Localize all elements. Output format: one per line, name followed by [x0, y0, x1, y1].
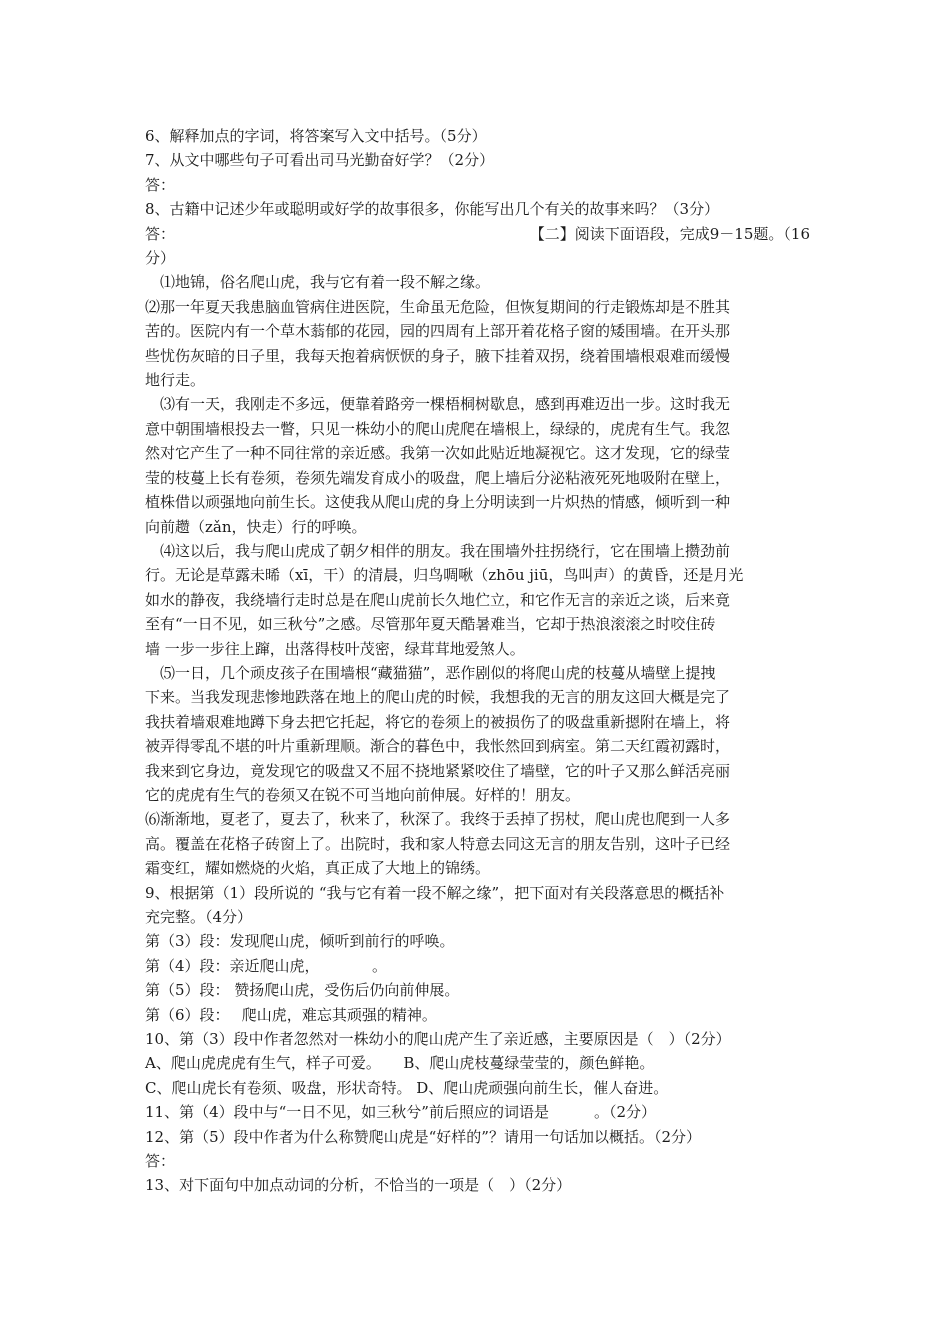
- passage-paragraph-6-line: 霜变红，耀如燃烧的火焰，真正成了大地上的锦绣。: [145, 859, 491, 878]
- passage-paragraph-5-line: 它的虎虎有生气的卷须又在锐不可当地向前伸展。好样的！朋友。: [145, 785, 581, 804]
- passage-paragraph-3-line: ⑶有一天，我刚走不多远，便靠着路旁一棵梧桐树歇息，感到再难迈出一步。这时我无: [160, 395, 731, 414]
- passage-paragraph-2-line: 苦的。医院内有一个草木蓊郁的花园，园的四周有上部开着花格子窗的矮围墙。在开头那: [145, 322, 731, 341]
- passage-paragraph-2-line: ⑵那一年夏天我患脑血管病住进医院，生命虽无危险，但恢复期间的行走锻炼却是不胜其: [145, 297, 731, 316]
- passage-paragraph-4-line: 至有“一日不见，如三秋兮”之感。尽管那年夏天酷暑难当，它却于热浪滚滚之时咬住砖: [145, 615, 716, 634]
- passage-paragraph-4-line: 墙 一步一步往上蹿，出落得枝叶茂密，绿茸茸地爱煞人。: [145, 639, 525, 658]
- passage-paragraph-3-line: 植株借以顽强地向前生长。这使我从爬山虎的身上分明读到一片炽热的情感，倾听到一种: [145, 493, 731, 512]
- question-9-item: 第（5）段： 赞扬爬山虎，受伤后仍向前伸展。: [145, 981, 460, 1000]
- passage-paragraph-1: ⑴地锦，俗名爬山虎，我与它有着一段不解之缘。: [160, 273, 491, 292]
- section-2-heading: 【二】阅读下面语段，完成9－15题。（16: [529, 224, 810, 243]
- passage-paragraph-6-line: 高。覆盖在花格子砖窗上了。出院时，我和家人特意去同这无言的朋友告别，这叶子已经: [145, 834, 731, 853]
- passage-paragraph-5-line: 下来。当我发现悲惨地跌落在地上的爬山虎的时候，我想我的无言的朋友这回大概是完了: [145, 688, 731, 707]
- question-10-option-row: A、爬山虎虎虎有生气，样子可爱。 B、爬山虎枝蔓绿莹莹的，颜色鲜艳。: [145, 1054, 655, 1073]
- question-7-answer: 答：: [145, 175, 176, 194]
- passage-paragraph-3-line: 意中朝围墙根投去一瞥，只见一株幼小的爬山虎爬在墙根上，绿绿的，虎虎有生气。我忽: [145, 419, 731, 438]
- passage-paragraph-2-line: 地行走。: [145, 371, 206, 390]
- question-6: 6、解释加点的字词，将答案写入文中括号。（5分）: [145, 127, 487, 145]
- question-11: 11、第（4）段中与“一日不见，如三秋兮”前后照应的词语是 。（2分）: [145, 1103, 657, 1122]
- question-12: 12、第（5）段中作者为什么称赞爬山虎是“好样的”？请用一句话加以概括。（2分）: [145, 1127, 702, 1146]
- question-9: 9、根据第（1）段所说的 “我与它有着一段不解之缘”，把下面对有关段落意思的概括补: [145, 883, 725, 902]
- question-13: 13、对下面句中加点动词的分析，不恰当的一项是（ ）（2分）: [145, 1176, 572, 1195]
- passage-paragraph-4-line: 行。无论是草露未晞（xī，干）的清晨，归鸟啁啾（zhōu jiū，鸟叫声）的黄昏，还是月光: [145, 566, 744, 585]
- question-8-answer-row: [145, 222, 810, 246]
- passage-paragraph-2-line: 些忧伤灰暗的日子里，我每天抱着病恹恹的身子，腋下挂着双拐，绕着围墙根艰难而缓慢: [145, 346, 731, 365]
- question-10-option-row: C、爬山虎长有卷须、吸盘，形状奇特。 D、爬山虎顽强向前生长，催人奋进。: [145, 1078, 669, 1097]
- passage-paragraph-5-line: 我来到它身边，竟发现它的吸盘又不屈不挠地紧紧咬住了墙壁，它的叶子又那么鲜活亮丽: [145, 761, 731, 780]
- passage-paragraph-5-line: ⑸一日，几个顽皮孩子在围墙根“藏猫猫”，恶作剧似的将爬山虎的枝蔓从墙壁上提拽: [160, 663, 716, 682]
- passage-paragraph-5-line: 我扶着墙艰难地蹲下身去把它托起，将它的卷须上的被损伤了的吸盘重新摁附在墙上，将: [145, 712, 731, 731]
- question-12-answer: 答：: [145, 1152, 176, 1171]
- passage-paragraph-3-line: 向前趱（zǎn，快走）行的呼唤。: [145, 517, 367, 536]
- question-9-item: 第（3）段：发现爬山虎，倾听到前行的呼唤。: [145, 932, 455, 951]
- passage-paragraph-6-line: ⑹渐渐地，夏老了，夏去了，秋来了，秋深了。我终于丢掉了拐杖，爬山虎也爬到一人多: [145, 810, 731, 829]
- document-page: [145, 124, 810, 1198]
- question-7: 7、从文中哪些句子可看出司马光勤奋好学？（2分）: [145, 151, 495, 170]
- passage-paragraph-3-line: 莹的枝蔓上长有卷须，卷须先端发育成小的吸盘，爬上墙后分泌粘液死死地吸附在壁上，: [145, 468, 731, 487]
- passage-paragraph-4-line: ⑷这以后，我与爬山虎成了朝夕相伴的朋友。我在围墙外拄拐绕行，它在围墙上攒劲前: [160, 541, 731, 560]
- question-9-item: 第（4）段：亲近爬山虎， 。: [145, 956, 388, 975]
- question-8: 8、古籍中记述少年或聪明或好学的故事很多，你能写出几个有关的故事来吗？（3分）: [145, 200, 720, 219]
- passage-paragraph-5-line: 被弄得零乱不堪的叶片重新理顺。渐合的暮色中，我怅然回到病室。第二天红霞初露时，: [145, 737, 731, 756]
- question-10: 10、第（3）段中作者忽然对一株幼小的爬山虎产生了亲近感，主要原因是（ ）（2分）: [145, 1030, 731, 1049]
- section-2-heading-cont: 分）: [145, 249, 176, 268]
- passage-paragraph-3-line: 然对它产生了一种不同往常的亲近感。我第一次如此贴近地凝视它。这才发现，它的绿莹: [145, 444, 731, 463]
- question-9-cont: 充完整。（4分）: [145, 908, 253, 926]
- passage-paragraph-4-line: 如水的静夜，我绕墙行走时总是在爬山虎前长久地伫立，和它作无言的亲近之谈，后来竟: [145, 590, 731, 609]
- question-8-answer: 答：: [145, 224, 176, 243]
- question-9-item: 第（6）段： 爬山虎，难忘其顽强的精神。: [145, 1005, 437, 1024]
